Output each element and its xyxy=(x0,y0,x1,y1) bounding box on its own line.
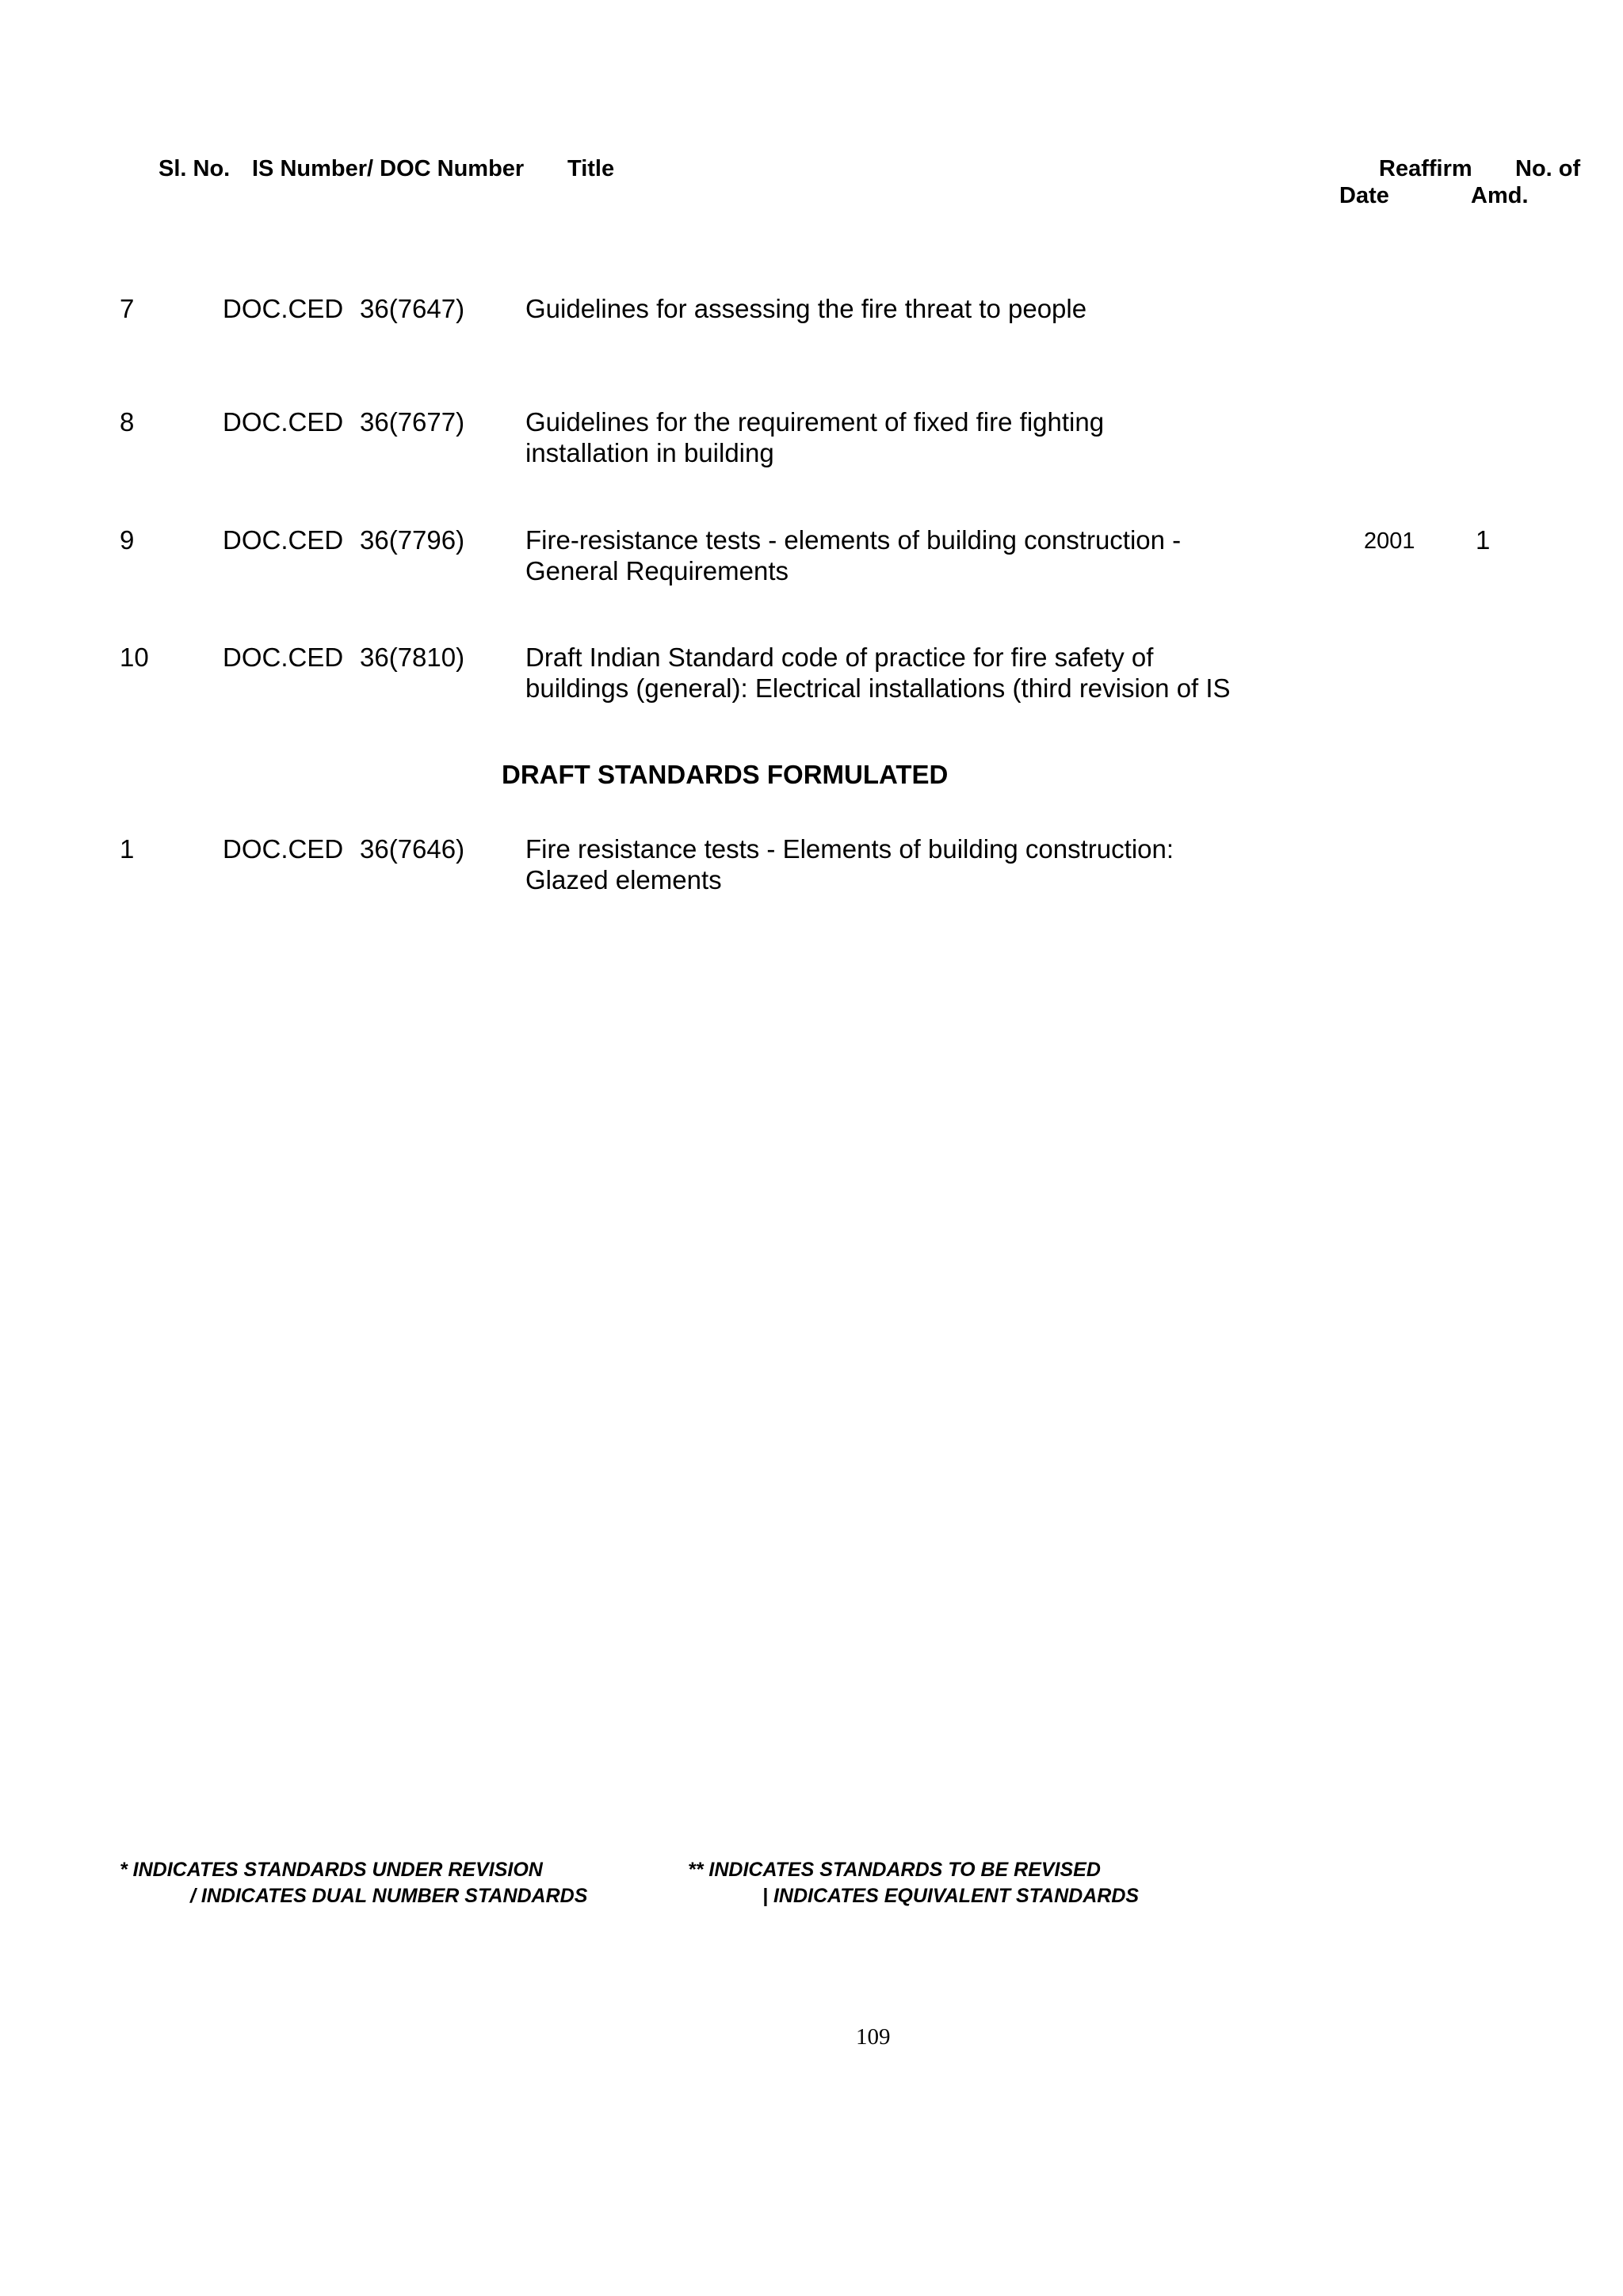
row-doc-number: 36(7796) xyxy=(360,525,465,555)
row-title xyxy=(525,833,1174,895)
legend-to-be-revised: ** INDICATES STANDARDS TO BE REVISED xyxy=(688,1859,1101,1881)
row-title xyxy=(525,524,1181,586)
row-doc-number: 36(7677) xyxy=(360,407,465,437)
row-title-line: Guidelines for the requirement of fixed fire fighting xyxy=(525,407,1105,437)
row-sl-no: 8 xyxy=(120,407,135,437)
section-heading: DRAFT STANDARDS FORMULATED xyxy=(502,760,949,789)
header-sl-no: Sl. No. xyxy=(158,156,231,181)
row-title-line: Fire-resistance tests - elements of building construction - xyxy=(525,525,1182,555)
row-doc-number: 36(7646) xyxy=(360,834,465,864)
row-sl-no: 1 xyxy=(120,834,135,864)
row-title-line: Draft Indian Standard code of practice for fire safety of xyxy=(525,643,1154,672)
header-no-of: No. of xyxy=(1515,156,1581,181)
legend-under-revision: * INDICATES STANDARDS UNDER REVISION xyxy=(120,1859,543,1881)
header-amd: Amd. xyxy=(1471,183,1529,208)
row-title xyxy=(525,293,1086,324)
row-title xyxy=(525,406,1104,468)
row-title xyxy=(525,642,1231,704)
row-title-line: installation in building xyxy=(525,438,774,467)
row-title-line: General Requirements xyxy=(525,556,789,585)
header-title: Title xyxy=(567,156,615,181)
page-number: 109 xyxy=(856,2024,891,2050)
row-doc-number: 36(7810) xyxy=(360,643,465,672)
row-sl-no: 7 xyxy=(120,294,135,323)
header-is-number: IS Number/ DOC Number xyxy=(252,156,525,181)
row-title-line: buildings (general): Electrical installations (third revision of IS xyxy=(525,673,1231,703)
row-sl-no: 10 xyxy=(120,643,149,672)
legend-equivalent: | INDICATES EQUIVALENT STANDARDS xyxy=(762,1885,1140,1907)
row-sl-no: 9 xyxy=(120,525,135,555)
row-title-line: Fire resistance tests - Elements of building construction: xyxy=(525,834,1174,864)
row-title-line: Glazed elements xyxy=(525,865,722,894)
legend-dual-number: / INDICATES DUAL NUMBER STANDARDS xyxy=(190,1885,588,1907)
row-doc-prefix: DOC.CED xyxy=(223,643,344,672)
row-doc-prefix: DOC.CED xyxy=(223,525,344,555)
row-doc-number: 36(7647) xyxy=(360,294,465,323)
row-doc-prefix: DOC.CED xyxy=(223,294,344,323)
row-reaffirm-date: 2001 xyxy=(1364,528,1415,554)
row-doc-prefix: DOC.CED xyxy=(223,407,344,437)
row-amendments: 1 xyxy=(1476,525,1491,555)
row-doc-prefix: DOC.CED xyxy=(223,834,344,864)
header-date: Date xyxy=(1339,183,1389,208)
header-reaffirm: Reaffirm xyxy=(1379,156,1472,181)
row-title-line: Guidelines for assessing the fire threat to people xyxy=(525,294,1087,323)
